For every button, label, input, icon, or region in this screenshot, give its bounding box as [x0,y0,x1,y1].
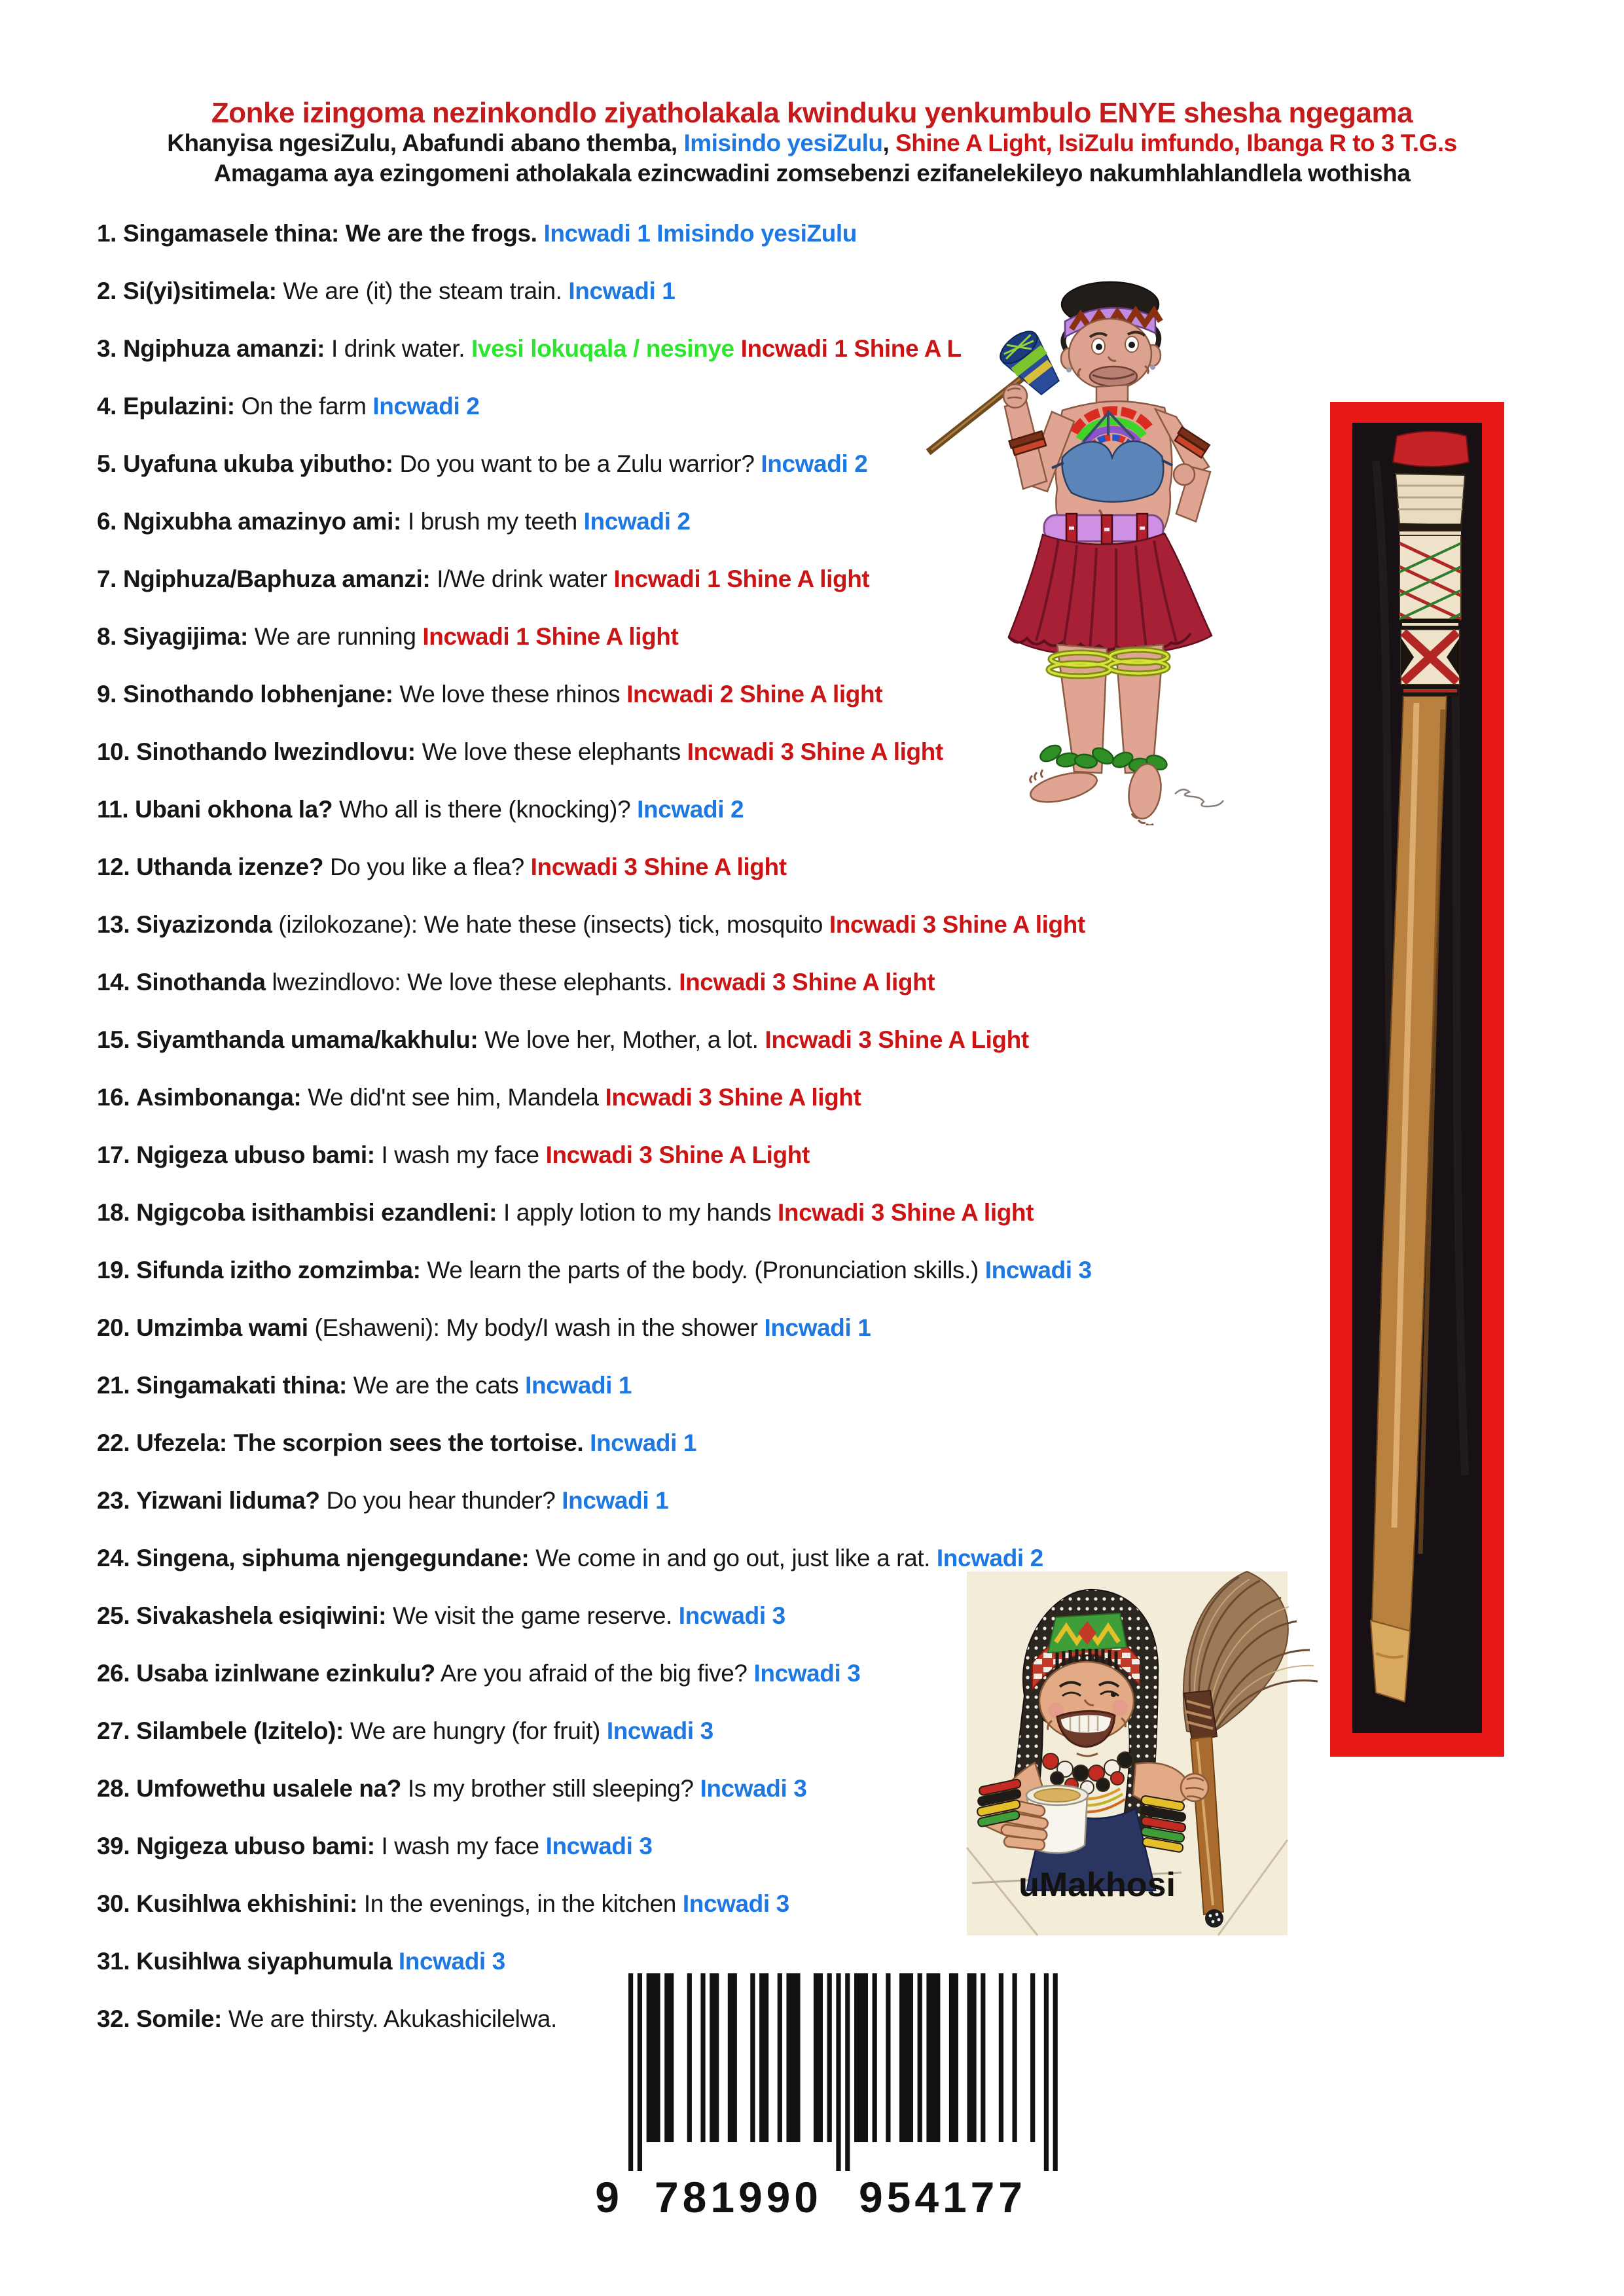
item-zulu-phrase: Ufezela: The scorpion sees the tortoise. [136,1429,584,1456]
item-book-reference: Incwadi 2 Shine A light [626,681,883,708]
header-subtitle-segment: Khanyisa ngesiZulu, Abafundi abano themba, [167,130,684,156]
item-book-reference: Incwadi 3 Shine A Light [765,1026,1029,1053]
item-number: 10. [97,738,130,765]
item-book-reference: Incwadi 1 [562,1487,669,1514]
item-book-reference: Incwadi 1 [525,1372,632,1399]
list-item [97,1199,1034,1227]
item-number: 22. [97,1429,130,1456]
item-translation: We are running [254,623,416,650]
item-translation: We love these elephants [422,738,681,765]
item-translation: We are hungry (for fruit) [350,1717,600,1744]
item-book-reference: Incwadi 3 Shine A light [687,738,943,765]
list-item [97,1833,653,1861]
list-item [97,1717,713,1746]
item-translation: I wash my face [381,1141,539,1168]
list-item [97,623,678,651]
list-item [97,738,943,766]
item-translation: (izilokozane): We hate these (insects) tick, mosquito [278,911,823,938]
item-number: 13. [97,911,130,938]
item-number: 23. [97,1487,130,1514]
list-item [97,1026,1029,1054]
header-subtitle-segment: , [882,130,896,156]
item-number: 26. [97,1660,130,1687]
list-item [97,1948,505,1976]
barcode-prefix-digit: 9 [595,2173,619,2221]
item-book-reference: Incwadi 2 [583,508,691,535]
item-translation: Do you want to be a Zulu warrior? [399,450,755,477]
item-zulu-phrase: Usaba izinlwane ezinkulu? [136,1660,435,1687]
item-book-reference: Incwadi 2 [637,796,744,823]
item-number: 5. [97,450,117,477]
item-zulu-phrase: Sinothando lobhenjane: [122,681,393,708]
item-book-reference: Incwadi 3 [606,1717,713,1744]
item-zulu-phrase: Kusihlwa ekhishini: [136,1890,357,1917]
item-translation: We are (it) the steam train. [283,278,562,304]
item-book-reference: Incwadi 1 [568,278,676,304]
item-zulu-phrase: Siyazizonda [136,911,272,938]
item-book-reference: Incwadi 3 [398,1948,505,1975]
item-number: 14. [97,969,130,996]
item-book-reference: Incwadi 1 Shine A light [613,565,870,592]
item-book-reference: Incwadi 3 Shine A light [829,911,1085,938]
item-zulu-phrase: Sivakashela esiqiwini: [136,1602,387,1629]
list-item [97,1314,871,1342]
item-zulu-phrase: Umzimba wami [136,1314,308,1341]
item-translation: Do you like a flea? [329,853,531,880]
item-number: 24. [97,1545,130,1571]
item-number: 8. [97,623,117,650]
item-zulu-phrase: Sinothanda [136,969,266,996]
item-translation: I/We drink water [437,565,607,592]
item-zulu-phrase: Siyagijima: [122,623,248,650]
list-item [97,220,857,248]
item-book-reference: Incwadi 1 Imisindo yesiZulu [543,220,857,247]
list-item [97,450,867,478]
list-item [97,2005,557,2034]
item-zulu-phrase: Ngiphuza amanzi: [122,335,325,362]
list-item [97,1257,1092,1285]
item-translation: We come in and go out, just like a rat. [535,1545,931,1571]
item-zulu-phrase: Ngigeza ubuso bami: [136,1141,375,1168]
list-item [97,853,787,882]
barcode-bars [628,1973,1058,2171]
list-item [97,393,479,421]
item-book-reference: Incwadi 2 [761,450,868,477]
item-translation: We visit the game reserve. [392,1602,672,1629]
item-translation: I apply lotion to my hands [503,1199,772,1226]
item-number: 2. [97,278,117,304]
item-book-reference: Incwadi 2 [372,393,480,420]
item-zulu-phrase: Singamasele thina: We are the frogs. [122,220,537,247]
barcode-left-digits: 781990 [655,2173,818,2221]
item-book-reference: Incwadi 1 Shine A L [740,335,962,362]
item-book-reference: Incwadi 3 [700,1775,807,1802]
item-number: 28. [97,1775,130,1802]
item-number: 12. [97,853,130,880]
item-number: 39. [97,1833,130,1859]
item-translation: (Eshaweni): My body/I wash in the shower [314,1314,758,1341]
item-zulu-phrase: Si(yi)sitimela: [122,278,277,304]
item-number: 6. [97,508,117,535]
item-number: 25. [97,1602,130,1629]
item-number: 1. [97,220,117,247]
item-number: 31. [97,1948,130,1975]
isbn-barcode [589,1964,1087,2238]
item-translation: We learn the parts of the body. (Pronunciation skills.) [427,1257,979,1283]
item-book-reference: Incwadi 3 [682,1890,789,1917]
list-item [97,1775,806,1803]
item-book-reference: Incwadi 3 Shine A light [530,853,787,880]
item-zulu-phrase: Ngigcoba isithambisi ezandleni: [136,1199,497,1226]
item-translation: Who all is there (knocking)? [338,796,631,823]
item-book-reference: Incwadi 3 [984,1257,1092,1283]
item-number: 17. [97,1141,130,1168]
item-number: 27. [97,1717,130,1744]
umakhosi-caption: uMakhosi [1019,1866,1176,1904]
item-book-reference: Incwadi 3 [753,1660,861,1687]
item-zulu-phrase: Somile: [136,2005,222,2032]
barcode-right-digits: 954177 [859,2173,1022,2221]
list-item [97,1602,785,1630]
item-zulu-phrase: Singamakati thina: [136,1372,347,1399]
header-note: Amagama aya ezingomeni atholakala ezincwadini zomsebenzi ezifanelekileyo nakumhlahlandlela wothisha [213,160,1411,187]
item-book-reference: Incwadi 3 Shine A light [778,1199,1034,1226]
list-item [97,278,675,306]
item-zulu-phrase: Ubani okhona la? [135,796,333,823]
list-item [97,565,869,594]
item-translation: We are thirsty. Akukashicilelwa. [228,2005,557,2032]
item-book-reference: Incwadi 3 Shine A light [605,1084,861,1111]
item-translation: Are you afraid of the big five? [440,1660,754,1687]
item-translation: I wash my face [381,1833,539,1859]
header-subtitle-segment: Imisindo yesiZulu [683,130,883,156]
item-zulu-phrase: Singena, siphuma njengegundane: [136,1545,530,1571]
item-book-reference: Incwadi 3 [678,1602,785,1629]
item-number: 21. [97,1372,130,1399]
item-zulu-phrase: Siyamthanda umama/kakhulu: [136,1026,478,1053]
umakhosi-illustration [964,1565,1324,1943]
item-number: 15. [97,1026,130,1053]
item-zulu-phrase: Yizwani liduma? [136,1487,320,1514]
item-zulu-phrase: Asimbonanga: [136,1084,302,1111]
item-zulu-phrase: Silambele (Izitelo): [136,1717,344,1744]
item-number: 11. [97,796,129,823]
list-item [97,681,882,709]
item-verse-note: Ivesi lokuqala / nesinye [471,335,734,362]
item-translation: We love her, Mother, a lot. [484,1026,759,1053]
list-item [97,1141,810,1170]
list-item [97,1429,696,1458]
item-number: 30. [97,1890,130,1917]
item-zulu-phrase: Ngiphuza/Baphuza amanzi: [122,565,431,592]
list-item [97,1890,789,1918]
item-zulu-phrase: Sinothando lwezindlovu: [136,738,416,765]
item-zulu-phrase: Kusihlwa siyaphumula [136,1948,393,1975]
item-book-reference: Incwadi 2 [936,1545,1043,1571]
induku-stick-photo [1330,402,1504,1757]
item-translation: Is my brother still sleeping? [407,1775,694,1802]
item-translation: We love these rhinos [399,681,627,708]
item-translation: Do you hear thunder? [326,1487,556,1514]
item-book-reference: Incwadi 3 Shine A light [679,969,935,996]
list-item [97,1660,860,1688]
item-number: 19. [97,1257,130,1283]
item-translation: On the farm [241,393,367,420]
item-zulu-phrase: Epulazini: [122,393,235,420]
list-item [97,335,962,363]
item-zulu-phrase: Uthanda izenze? [136,853,324,880]
item-number: 3. [97,335,117,362]
item-zulu-phrase: Ngigeza ubuso bami: [136,1833,375,1859]
item-number: 16. [97,1084,130,1111]
item-book-reference: Incwadi 1 [764,1314,871,1341]
item-translation: I drink water. [331,335,465,362]
item-translation: lwezindlovo: We love these elephants. [272,969,679,996]
list-item [97,508,691,536]
zulu-girl-illustration [912,270,1319,825]
list-item [97,911,1085,939]
list-item [97,1545,1043,1573]
item-book-reference: Incwadi 1 Shine A light [422,623,679,650]
list-item [97,1372,632,1400]
list-item [97,1487,668,1515]
header-subtitle-segment: Shine A Light, IsiZulu imfundo, Ibanga R to 3 T.G.s [895,130,1457,156]
item-translation: We are the cats [353,1372,519,1399]
item-translation: In the evenings, in the kitchen [363,1890,683,1917]
item-zulu-phrase: Umfowethu usalele na? [136,1775,401,1802]
list-item [97,1084,861,1112]
item-zulu-phrase: Sifunda izitho zomzimba: [136,1257,421,1283]
item-number: 32. [97,2005,130,2032]
item-zulu-phrase: Uyafuna ukuba yibutho: [122,450,393,477]
item-book-reference: Incwadi 3 [545,1833,653,1859]
page-title: Zonke izingoma nezinkondlo ziyatholakala kwinduku yenkumbulo ENYE shesha ngegama [211,97,1413,129]
artist-signature [1175,789,1223,806]
item-number: 20. [97,1314,130,1341]
item-number: 9. [97,681,117,708]
item-number: 18. [97,1199,130,1226]
item-book-reference: Incwadi 3 Shine A Light [545,1141,810,1168]
list-item [97,796,744,824]
item-translation: We did'nt see him, Mandela [308,1084,599,1111]
item-translation: I brush my teeth [407,508,577,535]
item-book-reference: Incwadi 1 [590,1429,697,1456]
header-subtitle [0,130,1624,157]
list-item [97,969,935,997]
item-number: 7. [97,565,117,592]
item-number: 4. [97,393,117,420]
item-zulu-phrase: Ngixubha amazinyo ami: [122,508,401,535]
